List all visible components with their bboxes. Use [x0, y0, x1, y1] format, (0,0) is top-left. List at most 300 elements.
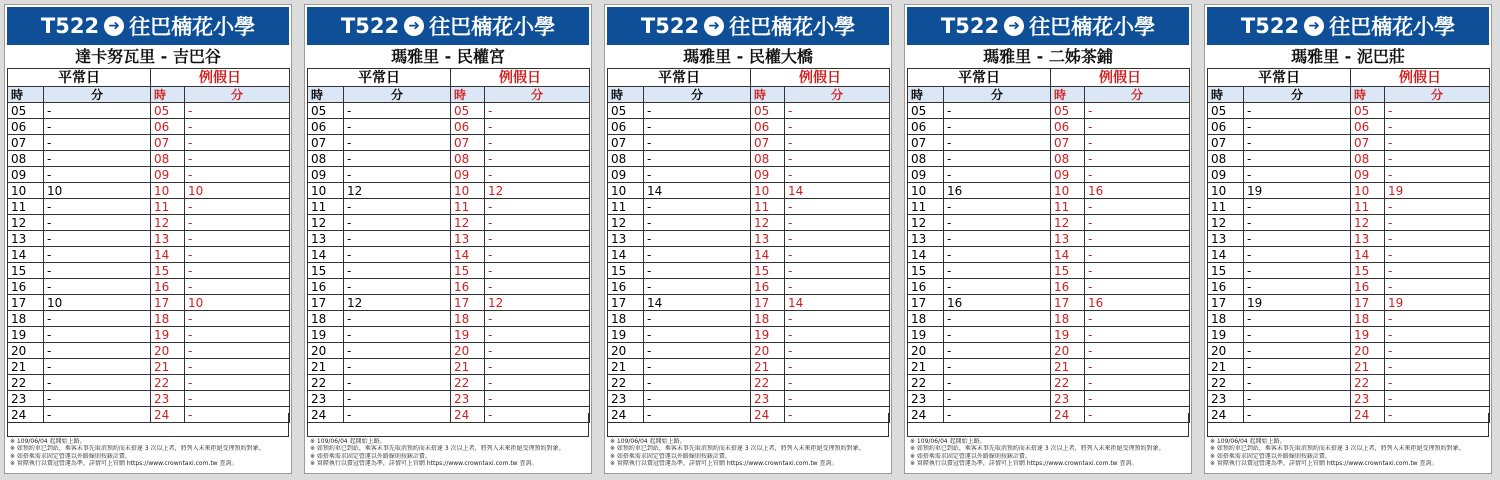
table-row: [8, 135, 290, 151]
weekday-hour-cell: 21: [1208, 359, 1244, 375]
weekday-minute-cell: -: [1244, 151, 1351, 167]
table-row: [1208, 135, 1490, 151]
table-row: [8, 183, 290, 199]
holiday-hour-cell: 20: [1351, 343, 1385, 359]
holiday-hour-cell: 19: [1051, 327, 1085, 343]
holiday-minute-cell: -: [485, 215, 590, 231]
holiday-minute-cell: -: [185, 215, 290, 231]
holiday-minute-cell: -: [185, 231, 290, 247]
holiday-hour-cell: 13: [151, 231, 185, 247]
holiday-minute-cell: -: [485, 263, 590, 279]
holiday-hour-cell: 23: [151, 391, 185, 407]
weekday-minute-cell: -: [44, 119, 151, 135]
notes: [610, 438, 888, 467]
weekday-minute-cell: -: [944, 311, 1051, 327]
holiday-minute-cell: -: [185, 375, 290, 391]
weekday-minute-header: 分: [344, 87, 451, 103]
table-row: [608, 183, 890, 199]
holiday-minute-cell: -: [785, 135, 890, 151]
weekday-minute-cell: -: [944, 407, 1051, 423]
schedule-table: [1207, 68, 1490, 423]
weekday-minute-cell: -: [344, 407, 451, 423]
holiday-minute-cell: 19: [1385, 295, 1490, 311]
timetable-panel: [1204, 4, 1492, 474]
holiday-minute-cell: -: [485, 327, 590, 343]
weekday-hour-cell: 22: [908, 375, 944, 391]
holiday-minute-cell: -: [185, 103, 290, 119]
holiday-hour-cell: 18: [1351, 311, 1385, 327]
holiday-minute-cell: 14: [785, 183, 890, 199]
note-line: ※ 實際執行以費冠營運為準，詳情可上官網 https://www.crowntaxi.com.tw 查詢。: [10, 459, 238, 467]
table-row: [608, 199, 890, 215]
holiday-hour-cell: 06: [1351, 119, 1385, 135]
weekday-hour-header: 時: [908, 87, 944, 103]
table-row: [608, 231, 890, 247]
weekday-hour-cell: 13: [1208, 231, 1244, 247]
holiday-minute-cell: -: [1085, 263, 1190, 279]
weekday-hour-cell: 24: [1208, 407, 1244, 423]
weekday-minute-cell: -: [344, 151, 451, 167]
note-line: ※ 如搭乘需求固定營運以外路線則按錶計費。: [1210, 452, 1331, 460]
holiday-hour-cell: 13: [1051, 231, 1085, 247]
weekday-hour-cell: 20: [8, 343, 44, 359]
weekday-hour-cell: 16: [8, 279, 44, 295]
holiday-hour-cell: 24: [1351, 407, 1385, 423]
table-row: [8, 167, 290, 183]
holiday-hour-header: 時: [151, 87, 185, 103]
table-row: [308, 263, 590, 279]
table-row: [608, 295, 890, 311]
holiday-minute-cell: -: [1385, 215, 1490, 231]
holiday-minute-cell: -: [1085, 359, 1190, 375]
holiday-minute-cell: -: [1385, 343, 1490, 359]
weekday-minute-header: 分: [944, 87, 1051, 103]
table-row: [8, 215, 290, 231]
table-row: [908, 135, 1190, 151]
table-row: [308, 343, 590, 359]
holiday-hour-cell: 21: [151, 359, 185, 375]
weekday-minute-header: 分: [1244, 87, 1351, 103]
holiday-minute-cell: -: [1385, 135, 1490, 151]
circle-arrow-right-icon: ➜: [1304, 16, 1324, 36]
holiday-hour-cell: 24: [751, 407, 785, 423]
weekday-hour-cell: 20: [308, 343, 344, 359]
table-row: [908, 167, 1190, 183]
weekday-minute-cell: -: [1244, 215, 1351, 231]
weekday-hour-cell: 08: [908, 151, 944, 167]
holiday-minute-cell: -: [1085, 103, 1190, 119]
weekday-minute-cell: -: [344, 343, 451, 359]
holiday-minute-cell: -: [1385, 407, 1490, 423]
weekday-hour-cell: 06: [8, 119, 44, 135]
holiday-minute-cell: -: [1085, 311, 1190, 327]
holiday-minute-cell: -: [185, 407, 290, 423]
weekday-minute-cell: -: [644, 103, 751, 119]
table-footer-space: [307, 413, 589, 437]
holiday-minute-cell: -: [485, 375, 590, 391]
holiday-minute-cell: -: [785, 119, 890, 135]
weekday-hour-cell: 20: [1208, 343, 1244, 359]
weekday-minute-cell: -: [644, 135, 751, 151]
holiday-minute-cell: -: [185, 119, 290, 135]
table-row: [1208, 247, 1490, 263]
table-row: [608, 359, 890, 375]
table-row: [308, 311, 590, 327]
holiday-minute-cell: -: [485, 343, 590, 359]
holiday-minute-cell: -: [1385, 103, 1490, 119]
weekday-hour-cell: 18: [8, 311, 44, 327]
holiday-minute-cell: -: [185, 247, 290, 263]
holiday-hour-cell: 09: [751, 167, 785, 183]
table-row: [908, 103, 1190, 119]
weekday-minute-cell: -: [44, 135, 151, 151]
table-row: [908, 279, 1190, 295]
holiday-hour-cell: 11: [451, 199, 485, 215]
holiday-hour-cell: 22: [451, 375, 485, 391]
table-row: [8, 375, 290, 391]
holiday-minute-cell: -: [785, 311, 890, 327]
weekday-hour-cell: 05: [608, 103, 644, 119]
weekday-minute-cell: -: [644, 375, 751, 391]
holiday-hour-cell: 23: [1351, 391, 1385, 407]
weekday-minute-cell: -: [44, 151, 151, 167]
weekday-minute-cell: -: [44, 167, 151, 183]
holiday-hour-cell: 18: [751, 311, 785, 327]
table-row: [1208, 151, 1490, 167]
note-line: ※ 如搭乘需求固定營運以外路線則按錶計費。: [10, 452, 131, 460]
notes: [910, 438, 1188, 467]
holiday-minute-cell: -: [1085, 167, 1190, 183]
weekday-minute-cell: -: [344, 359, 451, 375]
holiday-minute-cell: 10: [185, 295, 290, 311]
weekday-hour-cell: 12: [308, 215, 344, 231]
weekday-minute-cell: -: [1244, 407, 1351, 423]
weekday-label: 平常日: [608, 69, 751, 87]
holiday-minute-cell: -: [1385, 359, 1490, 375]
weekday-hour-cell: 19: [908, 327, 944, 343]
table-row: [308, 247, 590, 263]
weekday-minute-cell: -: [1244, 167, 1351, 183]
table-row: [308, 135, 590, 151]
route-header: [307, 7, 589, 45]
weekday-minute-cell: -: [1244, 311, 1351, 327]
weekday-minute-cell: 19: [1244, 183, 1351, 199]
table-row: [608, 215, 890, 231]
holiday-hour-header: 時: [751, 87, 785, 103]
holiday-hour-cell: 12: [751, 215, 785, 231]
weekday-minute-cell: -: [344, 199, 451, 215]
weekday-minute-cell: -: [1244, 263, 1351, 279]
weekday-hour-cell: 21: [308, 359, 344, 375]
holiday-hour-cell: 07: [1351, 135, 1385, 151]
weekday-hour-cell: 11: [908, 199, 944, 215]
weekday-hour-cell: 24: [608, 407, 644, 423]
weekday-hour-cell: 08: [8, 151, 44, 167]
weekday-hour-cell: 14: [8, 247, 44, 263]
weekday-minute-cell: -: [344, 247, 451, 263]
table-row: [8, 199, 290, 215]
holiday-minute-cell: -: [785, 359, 890, 375]
holiday-minute-cell: -: [485, 103, 590, 119]
weekday-hour-cell: 14: [308, 247, 344, 263]
weekday-hour-cell: 12: [8, 215, 44, 231]
holiday-hour-cell: 21: [451, 359, 485, 375]
holiday-minute-cell: -: [1385, 263, 1490, 279]
weekday-minute-cell: 14: [644, 183, 751, 199]
table-row: [608, 263, 890, 279]
table-row: [1208, 231, 1490, 247]
weekday-minute-cell: -: [944, 231, 1051, 247]
weekday-minute-cell: -: [644, 215, 751, 231]
weekday-minute-cell: -: [1244, 343, 1351, 359]
holiday-hour-cell: 10: [151, 183, 185, 199]
note-line: ※ 109/06/04 起開始上路。: [10, 438, 86, 445]
weekday-minute-header: 分: [644, 87, 751, 103]
weekday-minute-cell: -: [44, 247, 151, 263]
holiday-hour-cell: 05: [151, 103, 185, 119]
notes: [10, 438, 288, 467]
weekday-minute-cell: 10: [44, 295, 151, 311]
holiday-hour-header: 時: [1051, 87, 1085, 103]
table-row: [8, 311, 290, 327]
holiday-hour-cell: 06: [1051, 119, 1085, 135]
holiday-minute-cell: -: [1085, 119, 1190, 135]
weekday-hour-cell: 10: [8, 183, 44, 199]
weekday-hour-cell: 11: [8, 199, 44, 215]
note-line: ※ 實際執行以費冠營運為準，詳情可上官網 https://www.crowntaxi.com.tw 查詢。: [610, 459, 838, 467]
weekday-minute-cell: -: [44, 327, 151, 343]
table-row: [1208, 263, 1490, 279]
weekday-minute-header: 分: [44, 87, 151, 103]
holiday-minute-cell: 16: [1085, 183, 1190, 199]
circle-arrow-right-icon: ➜: [704, 16, 724, 36]
weekday-hour-cell: 09: [608, 167, 644, 183]
weekday-minute-cell: -: [344, 375, 451, 391]
weekday-minute-cell: -: [644, 343, 751, 359]
weekday-hour-cell: 18: [608, 311, 644, 327]
weekday-hour-cell: 16: [608, 279, 644, 295]
holiday-hour-cell: 24: [451, 407, 485, 423]
table-row: [608, 103, 890, 119]
table-row: [308, 359, 590, 375]
weekday-hour-cell: 13: [908, 231, 944, 247]
table-row: [608, 135, 890, 151]
holiday-minute-cell: -: [185, 311, 290, 327]
table-row: [8, 103, 290, 119]
holiday-minute-header: 分: [1385, 87, 1490, 103]
table-row: [8, 119, 290, 135]
table-row: [1208, 311, 1490, 327]
holiday-minute-cell: -: [185, 151, 290, 167]
holiday-hour-cell: 09: [1351, 167, 1385, 183]
table-row: [908, 295, 1190, 311]
holiday-hour-cell: 08: [751, 151, 785, 167]
holiday-hour-cell: 07: [151, 135, 185, 151]
holiday-hour-cell: 05: [751, 103, 785, 119]
holiday-minute-cell: -: [485, 119, 590, 135]
note-line: ※ 如預約車已到站，乘客未事先取消預約而未搭達 3 次以上者，將列入未來拒絕受理預約對象。: [10, 445, 265, 453]
holiday-hour-header: 時: [1351, 87, 1385, 103]
holiday-hour-cell: 17: [451, 295, 485, 311]
holiday-hour-cell: 22: [151, 375, 185, 391]
holiday-minute-cell: -: [485, 231, 590, 247]
holiday-minute-cell: -: [1385, 327, 1490, 343]
table-row: [1208, 119, 1490, 135]
weekday-minute-cell: -: [1244, 119, 1351, 135]
weekday-minute-cell: -: [644, 199, 751, 215]
holiday-hour-cell: 11: [751, 199, 785, 215]
table-row: [8, 391, 290, 407]
table-row: [1208, 343, 1490, 359]
weekday-minute-cell: -: [44, 407, 151, 423]
holiday-hour-cell: 08: [151, 151, 185, 167]
weekday-minute-cell: 16: [944, 183, 1051, 199]
holiday-hour-cell: 07: [451, 135, 485, 151]
holiday-minute-cell: -: [1385, 279, 1490, 295]
weekday-minute-cell: -: [44, 375, 151, 391]
holiday-hour-header: 時: [451, 87, 485, 103]
route-number: T522: [340, 14, 400, 38]
table-row: [308, 119, 590, 135]
route-number: T522: [40, 14, 100, 38]
holiday-label: 例假日: [451, 69, 590, 87]
note-line: ※ 109/06/04 起開始上路。: [610, 438, 686, 445]
weekday-minute-cell: 10: [44, 183, 151, 199]
table-footer-space: [607, 413, 889, 437]
weekday-hour-cell: 10: [308, 183, 344, 199]
weekday-minute-cell: -: [44, 343, 151, 359]
notes: [310, 438, 588, 467]
timetable-panel: [304, 4, 592, 474]
holiday-minute-cell: -: [485, 199, 590, 215]
holiday-hour-cell: 10: [1351, 183, 1385, 199]
holiday-minute-cell: -: [485, 311, 590, 327]
weekday-hour-cell: 17: [608, 295, 644, 311]
weekday-minute-cell: -: [344, 231, 451, 247]
holiday-minute-cell: -: [485, 247, 590, 263]
holiday-hour-cell: 12: [451, 215, 485, 231]
table-footer-space: [907, 413, 1189, 437]
table-row: [908, 119, 1190, 135]
weekday-hour-cell: 24: [308, 407, 344, 423]
weekday-hour-cell: 23: [608, 391, 644, 407]
weekday-hour-cell: 21: [8, 359, 44, 375]
holiday-minute-cell: -: [485, 279, 590, 295]
weekday-minute-cell: -: [644, 247, 751, 263]
holiday-minute-cell: -: [1085, 135, 1190, 151]
weekday-minute-cell: -: [344, 279, 451, 295]
table-row: [8, 359, 290, 375]
holiday-hour-cell: 15: [1351, 263, 1385, 279]
weekday-minute-cell: -: [944, 199, 1051, 215]
holiday-minute-cell: -: [1085, 247, 1190, 263]
note-line: ※ 如預約車已到站，乘客未事先取消預約而未搭達 3 次以上者，將列入未來拒絕受理預約對象。: [1210, 445, 1465, 453]
column-header-row: [308, 87, 590, 103]
weekday-minute-cell: -: [944, 391, 1051, 407]
schedule-table: [307, 68, 590, 423]
route-header: [907, 7, 1189, 45]
holiday-minute-cell: 19: [1385, 183, 1490, 199]
route-number: T522: [940, 14, 1000, 38]
weekday-hour-cell: 21: [608, 359, 644, 375]
holiday-hour-cell: 21: [751, 359, 785, 375]
holiday-minute-cell: -: [185, 279, 290, 295]
weekday-hour-cell: 05: [1208, 103, 1244, 119]
weekday-hour-cell: 17: [308, 295, 344, 311]
holiday-minute-cell: -: [485, 151, 590, 167]
holiday-hour-cell: 11: [151, 199, 185, 215]
weekday-minute-cell: -: [344, 311, 451, 327]
holiday-minute-header: 分: [185, 87, 290, 103]
weekday-hour-cell: 18: [1208, 311, 1244, 327]
weekday-minute-cell: -: [944, 263, 1051, 279]
weekday-hour-cell: 06: [608, 119, 644, 135]
note-line: ※ 如預約車已到站，乘客未事先取消預約而未搭達 3 次以上者，將列入未來拒絕受理預約對象。: [310, 445, 565, 453]
weekday-minute-cell: 12: [344, 183, 451, 199]
route-header: [1207, 7, 1489, 45]
holiday-minute-cell: -: [785, 151, 890, 167]
holiday-minute-cell: -: [485, 135, 590, 151]
weekday-hour-cell: 08: [1208, 151, 1244, 167]
holiday-minute-cell: -: [1385, 167, 1490, 183]
holiday-minute-cell: -: [185, 135, 290, 151]
day-type-row: [308, 69, 590, 87]
table-row: [1208, 215, 1490, 231]
weekday-minute-cell: -: [44, 215, 151, 231]
holiday-hour-cell: 20: [151, 343, 185, 359]
holiday-minute-cell: -: [1085, 375, 1190, 391]
route-number: T522: [1240, 14, 1300, 38]
weekday-hour-cell: 05: [908, 103, 944, 119]
note-line: ※ 實際執行以費冠營運為準，詳情可上官網 https://www.crowntaxi.com.tw 查詢。: [910, 459, 1138, 467]
holiday-minute-cell: -: [1085, 199, 1190, 215]
note-line: ※ 如搭乘需求固定營運以外路線則按錶計費。: [610, 452, 731, 460]
weekday-minute-cell: -: [1244, 199, 1351, 215]
holiday-minute-cell: -: [1085, 343, 1190, 359]
weekday-minute-cell: -: [944, 151, 1051, 167]
weekday-minute-cell: -: [1244, 103, 1351, 119]
table-row: [608, 311, 890, 327]
weekday-hour-cell: 17: [1208, 295, 1244, 311]
weekday-minute-cell: -: [944, 375, 1051, 391]
weekday-minute-cell: -: [1244, 279, 1351, 295]
holiday-hour-cell: 16: [1051, 279, 1085, 295]
weekday-hour-cell: 17: [908, 295, 944, 311]
table-row: [308, 151, 590, 167]
weekday-minute-cell: -: [344, 167, 451, 183]
weekday-hour-cell: 15: [308, 263, 344, 279]
holiday-hour-cell: 07: [1051, 135, 1085, 151]
table-row: [608, 279, 890, 295]
table-row: [908, 247, 1190, 263]
table-row: [1208, 327, 1490, 343]
holiday-hour-cell: 17: [1051, 295, 1085, 311]
weekday-hour-cell: 14: [608, 247, 644, 263]
weekday-minute-cell: -: [44, 103, 151, 119]
holiday-hour-cell: 16: [751, 279, 785, 295]
weekday-minute-cell: 19: [1244, 295, 1351, 311]
weekday-label: 平常日: [908, 69, 1051, 87]
holiday-hour-cell: 09: [151, 167, 185, 183]
holiday-hour-cell: 15: [151, 263, 185, 279]
holiday-hour-cell: 24: [151, 407, 185, 423]
holiday-hour-cell: 24: [1051, 407, 1085, 423]
holiday-hour-cell: 13: [751, 231, 785, 247]
holiday-hour-cell: 15: [1051, 263, 1085, 279]
weekday-minute-cell: -: [644, 311, 751, 327]
table-row: [8, 343, 290, 359]
holiday-minute-cell: -: [785, 279, 890, 295]
